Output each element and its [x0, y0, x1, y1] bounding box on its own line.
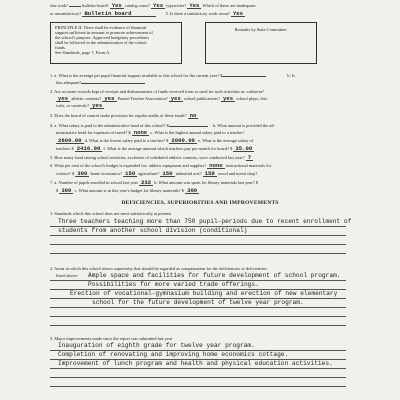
deficiencies-heading: DEFICIENCIES, SUPERIORITIES AND IMPROVEMENTS — [121, 200, 279, 206]
section-3-text-1: Inauguration of eighth grade for twelve year program. — [58, 342, 255, 349]
typewriter-answer: Yes — [189, 2, 200, 9]
section-2-text-4: school for the future development of twelve year program. — [92, 299, 304, 306]
inadequate-answer: Bulletin board — [82, 11, 156, 17]
section-2-label: 2. Areas in which this school shows superiority that should be regarded as compensation for the deficiencies or deficiencies — [50, 266, 267, 271]
bulletin-answer: Yes — [111, 2, 122, 9]
section-2-text-2: Possibilities for more varied trade offerings. — [88, 281, 259, 288]
q7: 7. a. Number of pupils enrolled in school last year 232 b. What amount was spent for library materials last year? $ — [50, 179, 258, 186]
top-line-2: or unsatisfactory? Bulletin board 5. Is there a satisfactory work room? Yes — [50, 10, 244, 17]
section-1-text-2: students from another school division (conditional) — [58, 227, 248, 234]
document-page: olar rook? bulletin board? Yes catalog cases? Yes typewriter? Yes Which of these are inadequate or unsatisfactory? Bulletin board 5. Is there a satisfactory work room? Yes PRINCIPLE II: There shall be evidence of financial support sufficient in amount to promote achievement of the school's purpose. Approved budgetary procedures shall be followed in the administration of the school funds. See Standards, page 7, Form A. Remarks by State Committee: 1. a. What is the average per pupil financial support available to this school for the current year? $ b. Is this adequate? 2. Are accurate records kept of receipts and disbursements of funds received from or used for such activities as: cafeteria? yes athletic contests? yes Parent-Teacher Association? yes school publications? yes school plays, fest- ivals, or carnivals? yes 3. Does the board of control make provision for regular audits of these funds? no 4. a. What salary is paid to the administrative head of this school? $ b. What amount is provided the ad- ministrative head for expenses of travel? $ none c. What is the highest annual salary paid to a teacher? 2600.00 d. What is the lowest salary paid to a teacher? $ 2000.00 e. What is the average salary of teachers $ 2416.00 f. What is the average amount which teachers pay per month for board? $ 35.00 5. How many fund raising school activities, exclusive of scheduled athletic contests, were conducted last year? 7 6. What per cent of the school's budget is expended for: athletic equipment and supplies? none instructional materials for science? $ 300 home economics? 150 agriculture? 150 industrial arts? 150 wood and metal shop? 7. a. Number of pupils enrolled in school last year 232 b. What amount was spent for library materials last year? $ $ 300 c. What amount is in this year's budget for library materials? $ 300 DEFICIENCIES, SUPERIORITIES AND IMPROVEMENTS 1. Standards which this school does not meet satisfactorily at present Three teachers teaching more than 750 pupil-periods due to recent enrollment of students from another school division (conditional) 2. Areas in which this school shows superiority that should be regarded as compensation for the deficiencies or deficiencies listed above: Ample space and facilities for future development of school program. Possibilities for more varied trade offerings. Erection of vocational-gymnasium building and erection of new elementary school for the future development of twelve year program. 3. Major improvements made since the report was submitted last year Inauguration of eighth grade for twelve year program. Completion of renovating and improving home economics cottage. Improvement of lunch program and health and physical education activities. — [0, 0, 400, 400]
section-2-text-3: Erection of vocational-gymnasium building and erection of new elementary — [70, 290, 338, 297]
q6: 6. What per cent of the school's budget is expended for: athletic equipment and supplies? none instructional materials for — [50, 162, 272, 169]
q4a: 4. a. What salary is paid to the administrative head of this school? $ b. What amount is provided the ad- — [50, 123, 275, 128]
top-prefix: olar rook? — [50, 3, 68, 8]
principle-box: PRINCIPLE II: There shall be evidence of financial support sufficient in amount to promote achievement of the school's purpose. Approved budgetary procedures shall be followed in the administration of the school funds. See Standards, page 7, Form A. — [50, 22, 182, 64]
section-3-text-2: Completion of renovating and improving home economics cottage. — [58, 351, 289, 358]
cafeteria-answer: yes — [58, 95, 69, 102]
remarks-box: Remarks by State Committee: — [205, 22, 317, 64]
section-3-text-3: Improvement of lunch program and health and physical education activities. — [58, 360, 333, 367]
q5: 5. How many fund raising school activities, exclusive of scheduled athletic contests, were conducted last year? 7 — [50, 154, 252, 161]
section-2-text-1: Ample space and facilities for future development of school program. — [88, 272, 341, 279]
audit-answer: no — [189, 112, 197, 119]
section-1-label: 1. Standards which this school does not meet satisfactorily at present — [50, 211, 171, 216]
workroom-answer: Yes — [232, 10, 244, 17]
section-1-text: Three teachers teaching more than 750 pupil-periods due to recent enrollment of — [58, 218, 352, 225]
q3: 3. Does the board of control make provision for regular audits of these funds? no — [50, 112, 197, 119]
q2: 2. Are accurate records kept of receipts and disbursements of funds received from or used for such activities as: cafeteria? — [50, 89, 264, 94]
section-3-label: 3. Major improvements made since the report was submitted last year — [50, 336, 173, 341]
top-line-1: olar rook? bulletin board? Yes catalog cases? Yes typewriter? Yes Which of these are inadequate — [50, 2, 256, 9]
catalog-answer: Yes — [153, 2, 164, 9]
q1: 1. a. What is the average per pupil financial support available to this school for the current year? $ b. Is — [50, 73, 295, 78]
